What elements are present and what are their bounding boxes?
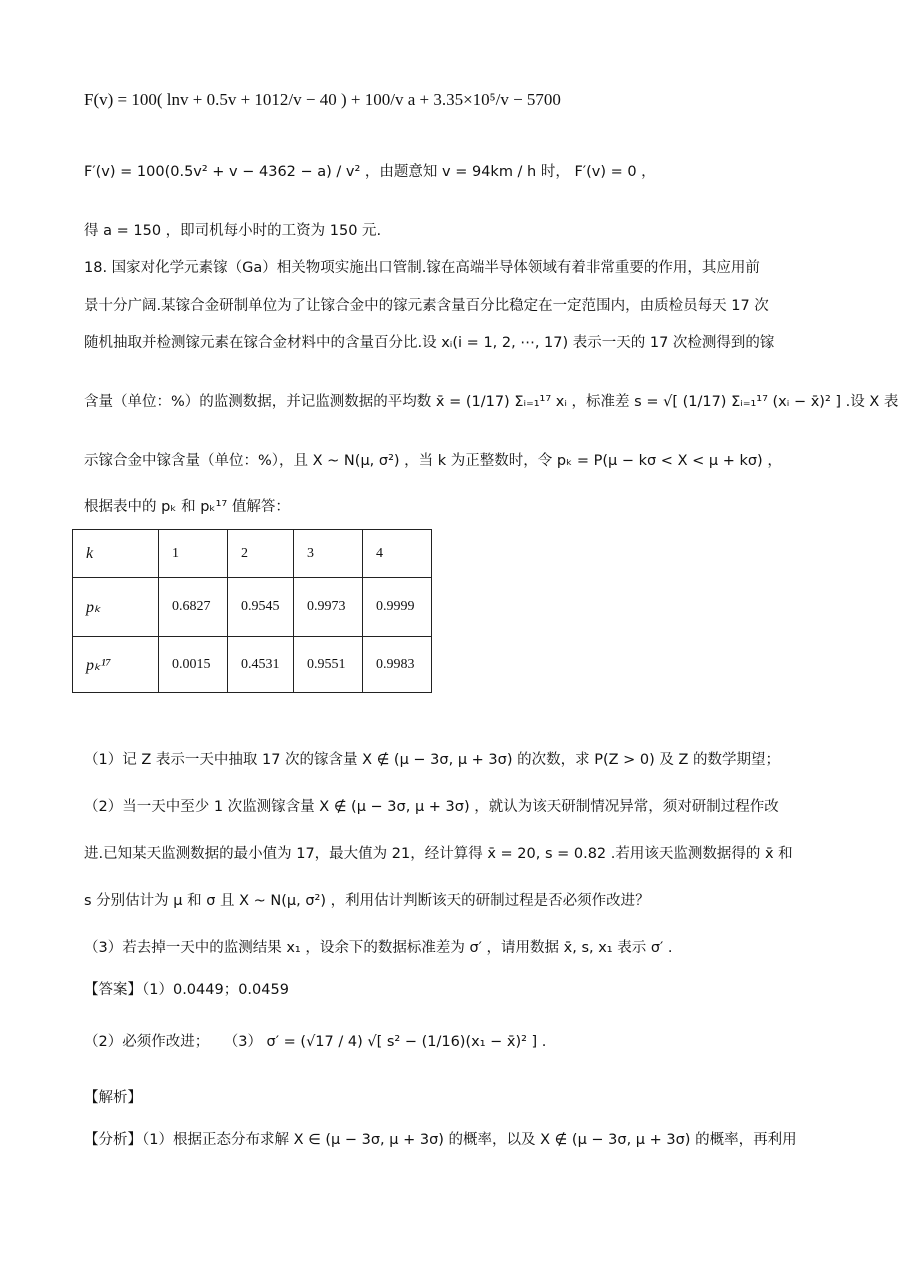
table-cell: 0.9551: [294, 637, 363, 693]
table-cell: 0.0015: [159, 637, 228, 693]
answer-line-1: 【答案】（1）0.0449；0.0459: [84, 982, 289, 998]
table-cell: 4: [363, 530, 432, 578]
table-cell: 0.9999: [363, 578, 432, 637]
part-3: （3）若去掉一天中的监测结果 x₁ ，设余下的数据标准差为 σ′ ，请用数据 x̄, s, x₁ 表示 σ′ .: [84, 940, 673, 956]
table-cell: 0.4531: [228, 637, 294, 693]
table-cell: pₖ: [73, 578, 159, 637]
table-row: [73, 578, 432, 637]
table-row: [73, 530, 432, 578]
table-cell: 0.9973: [294, 578, 363, 637]
table-row: [73, 637, 432, 693]
analysis-line-1: 【分析】（1）根据正态分布求解 X ∈ (μ − 3σ, μ + 3σ) 的概率，以及 X ∉ (μ − 3σ, μ + 3σ) 的概率，再利用: [84, 1132, 797, 1148]
question-18-line-4: 含量（单位：%）的监测数据，并记监测数据的平均数 x̄ = (1/17) Σᵢ₌₁¹⁷ xᵢ ，标准差 s = √[ (1/17) Σᵢ₌₁¹⁷ (xᵢ − x̄)² ] .设 X 表: [84, 394, 899, 410]
question-18-line-5: 示镓合金中镓含量（单位：%），且 X ~ N(μ, σ²) ，当 k 为正整数时，令 pₖ = P(μ − kσ < X < μ + kσ) ，: [84, 453, 782, 469]
part-2-line-3: s 分别估计为 μ 和 σ 且 X ~ N(μ, σ²) ，利用估计判断该天的研制过程是否必须作改进？: [84, 893, 650, 909]
analysis-heading: 【解析】: [84, 1090, 142, 1106]
table-cell: 0.9983: [363, 637, 432, 693]
question-18-line-3: 随机抽取并检测镓元素在镓合金材料中的含量百分比.设 xᵢ(i = 1, 2, ⋯, 17) 表示一天的 17 次检测得到的镓: [84, 335, 775, 351]
question-18-line-2: 景十分广阔.某镓合金研制单位为了让镓合金中的镓元素含量百分比稳定在一定范围内，由质检员每天 17 次: [84, 298, 769, 314]
answer-line-2: （2）必须作改进； （3） σ′ = (√17 / 4) √[ s² − (1/16)(x₁ − x̄)² ] .: [84, 1034, 547, 1050]
formula-f-prime: F′(v) = 100(0.5v² + v − 4362 − a) / v² ，由题意知 v = 94km / h 时， F′(v) = 0 ，: [84, 164, 656, 180]
table-cell: 3: [294, 530, 363, 578]
table-cell: 1: [159, 530, 228, 578]
table-cell: 0.6827: [159, 578, 228, 637]
formula-f-definition: F(v) = 100( lnv + 0.5v + 1012/v − 40 ) + 100/v a + 3.35×10⁵/v − 5700: [84, 90, 561, 109]
part-2-line-1: （2）当一天中至少 1 次监测镓含量 X ∉ (μ − 3σ, μ + 3σ) ，就认为该天研制情况异常，须对研制过程作改: [84, 799, 779, 815]
question-18-line-1: 18. 国家对化学元素镓（Ga）相关物项实施出口管制.镓在高端半导体领域有着非常重要的作用，其应用前: [84, 260, 760, 276]
result-line: 得 a = 150 ，即司机每小时的工资为 150 元.: [84, 223, 382, 239]
part-2-line-2: 进.已知某天监测数据的最小值为 17，最大值为 21，经计算得 x̄ = 20, s = 0.82 .若用该天监测数据得的 x̄ 和: [84, 846, 793, 862]
table-cell: 0.9545: [228, 578, 294, 637]
probability-table: [72, 529, 432, 693]
table-cell: pₖ¹⁷: [73, 637, 159, 693]
table-cell: k: [73, 530, 159, 578]
question-18-line-6: 根据表中的 pₖ 和 pₖ¹⁷ 值解答：: [84, 499, 290, 515]
part-1: （1）记 Z 表示一天中抽取 17 次的镓含量 X ∉ (μ − 3σ, μ + 3σ) 的次数，求 P(Z > 0) 及 Z 的数学期望；: [84, 752, 781, 768]
table-cell: 2: [228, 530, 294, 578]
